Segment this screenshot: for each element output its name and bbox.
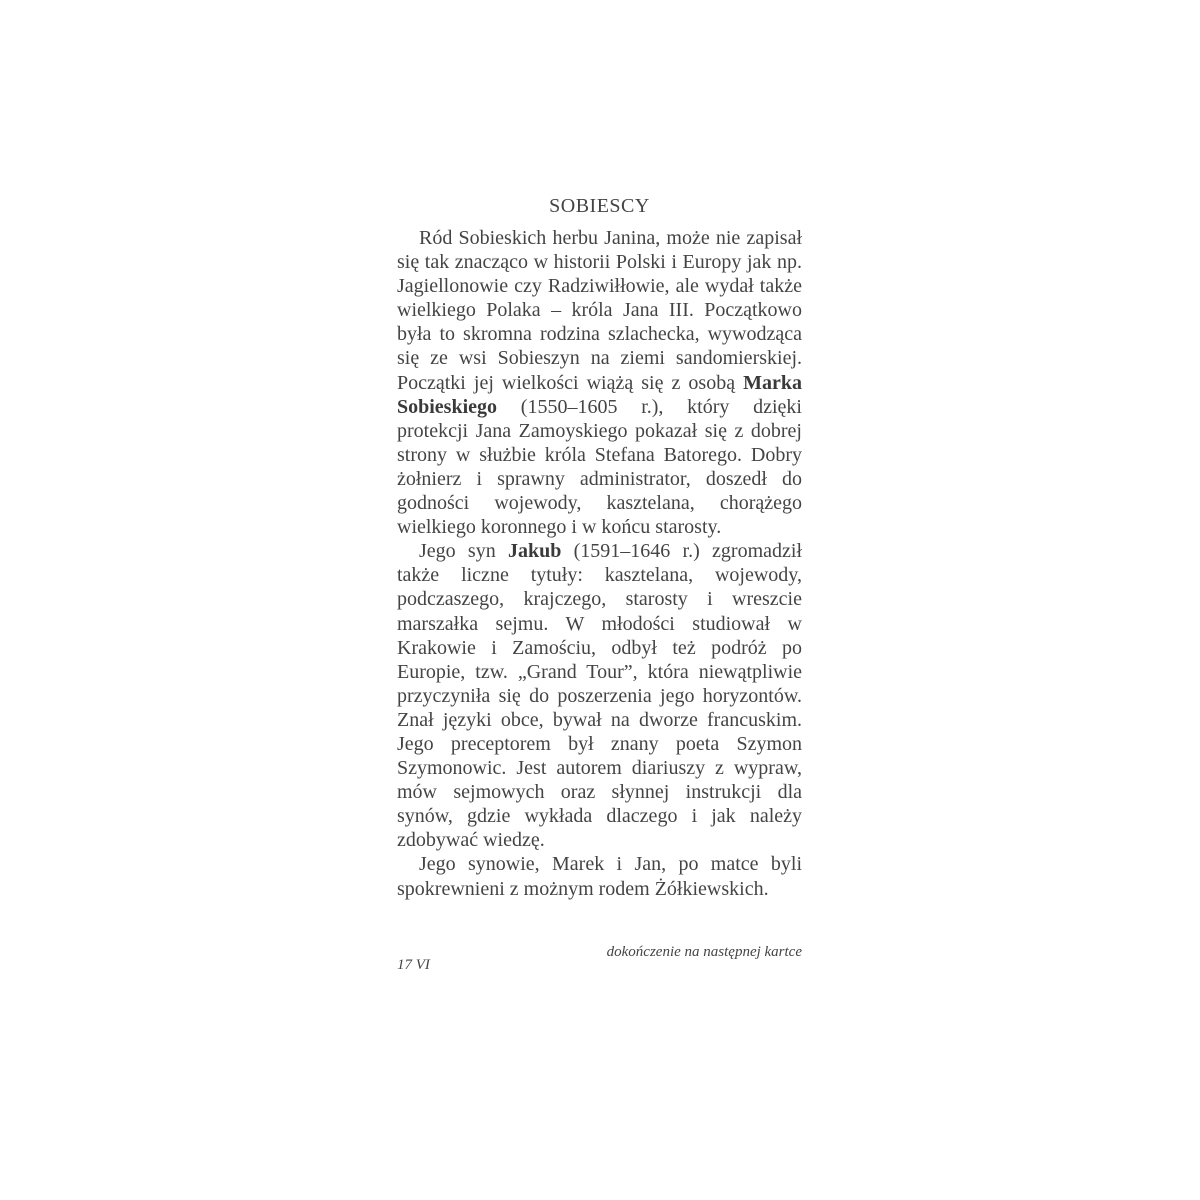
paragraph-synowie: Jego synowie, Marek i Jan, po matce byli spokrewnieni z możnym rodem Żółkiewskich. (397, 853, 802, 900)
page-number: 17 VI (397, 957, 430, 973)
text-column (397, 192, 802, 901)
name-jakub: Jakub (507, 540, 562, 563)
paragraph-jakub-text-start: Jego syn (419, 540, 508, 563)
paragraph-marek-text-start: Ród Sobieskich herbu Janina, może nie zapisał się tak znacząco w historii Polski i Europy jak np. Jagiellonowie czy Radziwiłłowie, ale wydał także wielkiego Polaka – króla Jana III. Początkowo była to skromna rodzina szlachecka, wywodząca się ze wsi Sobieszyn na ziemi sandomierskiej. Początki jej wielkości wiążą się z osobą (397, 227, 802, 394)
name-marek-sobieski: Marka Sobieskiego (397, 371, 802, 418)
paragraph-marek-text-end: (1550–1605 r.), który dzięki protekcji Jana Zamoyskiego pokazał się z dobrej strony w służbie króla Stefana Batorego. Dobry żołnierz i sprawny administrator, doszedł do godności wojewody, kasztelana, chorążego wielkiego koronnego i w końcu starosty. (397, 395, 802, 539)
page-title: SOBIESCY (549, 195, 650, 217)
paragraph-jakub-text-end: (1591–1646 r.) zgromadził także liczne tytuły: kasztelana, wojewody, podczaszego, krajczego, starosty i wreszcie marszałka sejmu. W młodości studiował w Krakowie i Zamościu, odbył też podróż po Europie, tzw. „Grand Tour”, która niewątpliwie przyczyniła się do poszerzenia jego horyzontów. Znał języki obce, bywał na dworze francuskim. Jego preceptorem był znany poeta Szymon Szymonowic. Jest autorem diariuszy z wypraw, mów sejmowych oraz słynnej instrukcji dla synów, gdzie wykłada dlaczego i jak należy zdobywać wiedzę. (397, 540, 802, 852)
paragraph-marek (397, 226, 802, 539)
paragraph-jakub (397, 539, 802, 852)
continuation-note: dokończenie na następnej kartce (606, 944, 802, 960)
